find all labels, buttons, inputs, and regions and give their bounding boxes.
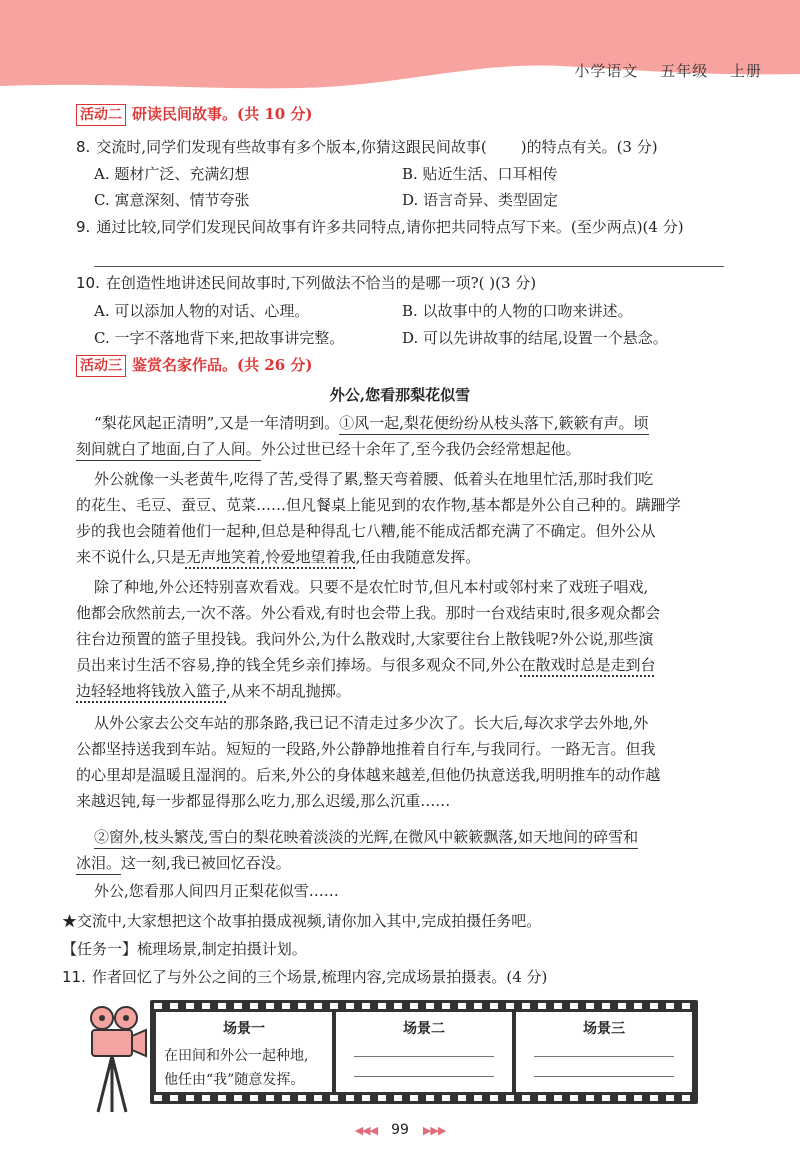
question-stem: 在创造性地讲述民间故事时,下列做法不恰当的是哪一项?( )(3 分)	[105, 274, 537, 292]
scene-1-cell	[156, 1012, 332, 1092]
q8-option-b: B. 贴近生活、口耳相传	[402, 165, 558, 183]
q9-answer-line[interactable]	[94, 266, 724, 267]
scene-2-answer-line[interactable]	[354, 1076, 494, 1077]
header-band	[0, 0, 800, 100]
question-stem: 交流时,同学们发现有些故事有多个版本,你猜这跟民间故事(	[96, 138, 487, 156]
film-holes	[154, 1003, 694, 1009]
article-line	[76, 546, 480, 568]
article-line: 除了种地,外公还特别喜欢看戏。只要不是农忙时节,但凡本村或邻村来了戏班子唱戏,	[94, 578, 649, 596]
question-9	[76, 216, 684, 238]
scene-1-line: 他任由“我”随意发挥。	[164, 1072, 305, 1088]
activity3-tag: 活动三	[76, 355, 126, 377]
article-line	[94, 826, 638, 848]
question-number: 11.	[62, 968, 86, 986]
q8-option-d: D. 语言奇异、类型固定	[402, 191, 559, 209]
underlined-sentence-2-end: 冰泪。	[76, 854, 121, 875]
article-line: 的花生、毛豆、蚕豆、苋菜……但凡餐桌上能见到的农作物,基本都是外公自己种的。蹒跚学	[76, 496, 681, 514]
scene-1-title: 场景一	[223, 1021, 265, 1037]
scene-3-cell	[516, 1012, 692, 1092]
page-number: 99	[391, 1122, 409, 1138]
dotted-phrase: 无声地笑着,怜爱地望着我	[185, 548, 356, 566]
article-line: 步的我也会随着他们一起种,但总是种得乱七八糟,能不能成活都充满了不确定。但外公从	[76, 522, 656, 540]
article-line	[76, 654, 656, 676]
question-stem-end: )的特点有关。(3 分)	[520, 138, 658, 156]
page-header	[0, 0, 800, 100]
activity2-tag: 活动二	[76, 104, 126, 126]
question-number: 8.	[76, 138, 91, 156]
text-span: ,任由我随意发挥。	[355, 548, 481, 566]
book-info	[558, 60, 762, 81]
article-line: 从外公家去公交车站的那条路,我已记不清走过多少次了。长大后,每次求学去外地,外	[94, 714, 649, 732]
question-11	[62, 966, 547, 988]
article-line: 的心里却是温暖且湿润的。后来,外公的身体越来越差,但他仍执意送我,明明推车的动作越	[76, 766, 661, 784]
text-span: 这一刻,我已被回忆吞没。	[121, 854, 291, 872]
question-10	[76, 272, 536, 294]
task-intro: ★交流中,大家想把这个故事拍摄成视频,请你加入其中,完成拍摄任务吧。	[62, 912, 542, 930]
underlined-sentence-2: ②窗外,枝头繁茂,雪白的梨花映着淡淡的光辉,在微风中簌簌飘落,如天地间的碎雪和	[94, 828, 638, 849]
article-line	[76, 680, 351, 702]
article-line: 外公就像一头老黄牛,吃得了苦,受得了累,整天弯着腰、低着头在地里忙活,那时我们吃	[94, 470, 654, 488]
activity3-title: 鉴赏名家作品。(共 26 分)	[132, 356, 313, 374]
left-arrows-icon: ◀◀◀	[354, 1124, 378, 1137]
question-stem: 通过比较,同学们发现民间故事有许多共同特点,请你把共同特点写下来。(至少两点)(4 分)	[96, 218, 684, 236]
scene-3-answer-line[interactable]	[534, 1056, 674, 1057]
article-line	[94, 412, 649, 434]
right-arrows-icon: ▶▶▶	[422, 1124, 446, 1137]
question-stem: 作者回忆了与外公之间的三个场景,梳理内容,完成场景拍摄表。(4 分)	[91, 968, 548, 986]
task-one: 【任务一】梳理场景,制定拍摄计划。	[62, 940, 307, 958]
underlined-sentence-1-end: 刻间就白了地面,白了人间。	[76, 440, 261, 461]
dotted-phrase: 边轻轻地将钱放入篮子	[76, 682, 227, 700]
text-span: “梨花风起正清明”,又是一年清明到。	[94, 414, 340, 432]
film-holes	[154, 1095, 694, 1101]
q8-option-a: A. 题材广泛、充满幻想	[94, 165, 250, 183]
article-title: 外公,您看那梨花似雪	[329, 386, 471, 404]
article-line: 来越迟钝,每一步都显得那么吃力,那么迟缓,那么沉重……	[76, 792, 451, 810]
scene-2-answer-line[interactable]	[354, 1056, 494, 1057]
film-camera-icon	[84, 1004, 148, 1116]
dotted-phrase: 在散戏时总是走到台	[520, 656, 656, 674]
article-line	[76, 438, 581, 460]
question-number: 9.	[76, 218, 91, 236]
scene-2-cell	[336, 1012, 512, 1092]
q8-option-c: C. 寓意深刻、情节夸张	[94, 191, 250, 209]
article-line: 他都会欣然前去,一次不落。外公看戏,有时也会带上我。那时一台戏结束时,很多观众都会	[76, 604, 661, 622]
activity2-title: 研读民间故事。(共 10 分)	[132, 105, 313, 123]
underlined-sentence-1: ①风一起,梨花便纷纷从枝头落下,簌簌有声。顷	[339, 414, 649, 435]
question-number: 10.	[76, 274, 100, 292]
scene-3-title: 场景三	[583, 1021, 625, 1037]
article-line	[76, 852, 291, 874]
page-footer	[0, 1122, 800, 1138]
scene-1-body	[164, 1044, 326, 1092]
article-line: 外公,您看那人间四月正梨花似雪……	[94, 882, 339, 900]
q10-option-a: A. 可以添加人物的对话、心理。	[94, 302, 310, 320]
article-line: 往台边预置的篮子里投钱。我问外公,为什么散戏时,大家要往台上散钱呢?外公说,那些演	[76, 630, 654, 648]
question-8	[76, 136, 658, 158]
q10-option-d: D. 可以先讲故事的结尾,设置一个悬念。	[402, 329, 668, 347]
subject-label: 小学语文	[574, 62, 639, 80]
scene-3-answer-line[interactable]	[534, 1076, 674, 1077]
q10-option-c: C. 一字不落地背下来,把故事讲完整。	[94, 329, 345, 347]
scene-1-line: 在田间和外公一起种地,	[164, 1048, 309, 1064]
scene-table	[150, 1000, 698, 1104]
text-span: 外公过世已经十余年了,至今我仍会经常想起他。	[260, 440, 581, 458]
scene-2-title: 场景二	[403, 1021, 445, 1037]
text-span: 员出来讨生活不容易,挣的钱全凭乡亲们捧场。与很多观众不同,外公	[76, 656, 521, 674]
article-line: 公都坚持送我到车站。短短的一段路,外公静静地推着自行车,与我同行。一路无言。但我	[76, 740, 656, 758]
text-span: ,从来不胡乱抛掷。	[226, 682, 351, 700]
q10-option-b: B. 以故事中的人物的口吻来讲述。	[402, 302, 633, 320]
activity2-heading	[76, 103, 313, 126]
volume-label: 上册	[729, 62, 762, 80]
text-span: 来不说什么,只是	[76, 548, 186, 566]
grade-label: 五年级	[660, 62, 709, 80]
activity3-heading	[76, 354, 313, 377]
